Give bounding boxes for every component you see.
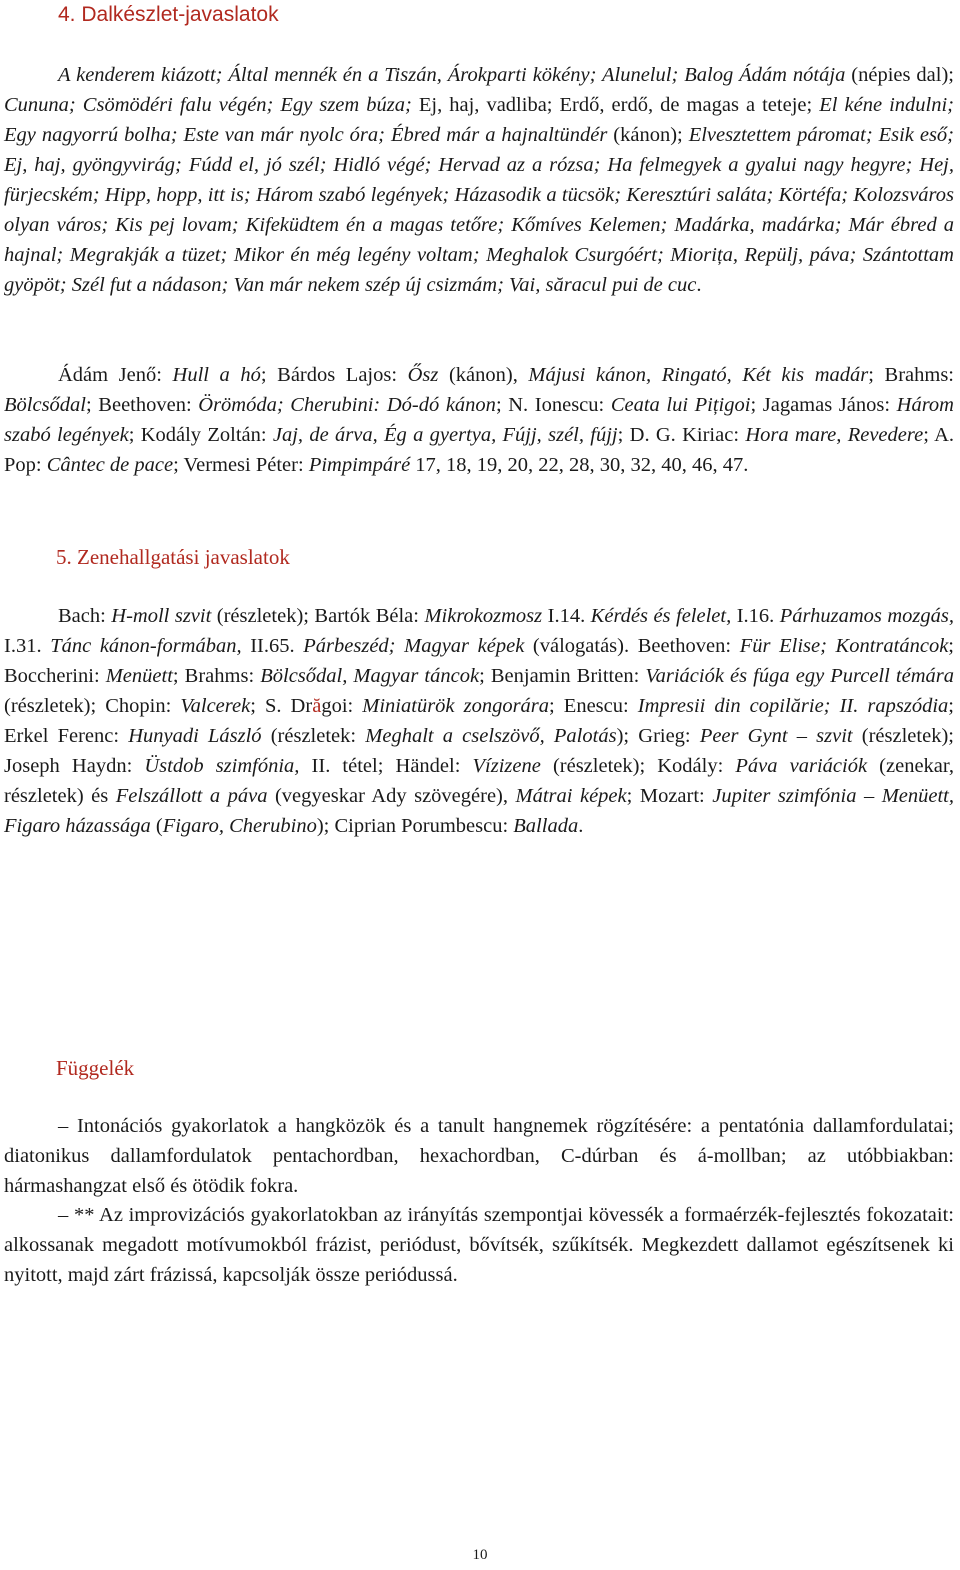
italic-title-run: Impresii din copilărie; II. rapszódia [637, 695, 949, 717]
text-run: ; N. Ionescu: [495, 394, 611, 416]
italic-title-run: Párbeszéd; Magyar képek [303, 635, 525, 657]
italic-title-run: Variációk és fúga egy Purcell témára [645, 665, 954, 687]
text-run: ; Boccherini: [4, 635, 954, 687]
italic-title-run: Mátrai képek [515, 785, 627, 807]
text-run: I.14. [542, 605, 591, 627]
text-run: ); Ciprian Porumbescu: [316, 815, 514, 837]
section-4-heading: 4. Dalkészlet-javaslatok [58, 3, 279, 26]
text-run: (részletek); Joseph Haydn: [4, 725, 954, 777]
italic-title-run: Tánc kánon-formában, [50, 635, 242, 657]
italic-title-run: Jaj, de árva, Ég a gyertya, Fújj, szél, fújj [272, 424, 618, 446]
text-run: . [578, 815, 584, 837]
italic-title-run: Peer Gynt – szvit [699, 725, 853, 747]
appendix-intonation-paragraph: – Intonációs gyakorlatok a hangközök és a tanult hangnemek rögzítésére: a pentatónia dallamfordulatai; diatonikus dallamfordulatok pentachordban, hexachordban, C-dúrban és á-mollban; az utóbbiakban: hármashangzat első és ötödik fokra. [4, 1115, 954, 1197]
italic-title-run: Menüett [105, 665, 173, 687]
text-run: ; Benjamin Britten: [479, 665, 646, 687]
italic-title-run: Hull a hó [172, 364, 261, 386]
italic-title-run: Májusi kánon, Ringató, Két kis madár [528, 364, 869, 386]
text-run: ; Vermesi Péter: [173, 454, 309, 476]
text-run: ; Beethoven: [86, 394, 199, 416]
text-run: (kánon), [438, 364, 529, 386]
text-run: ; Jagamas János: [750, 394, 897, 416]
text-run: goi: [321, 695, 363, 717]
section-5-heading: 5. Zenehallgatási javaslatok [56, 545, 290, 569]
italic-title-run: Hunyadi László [128, 725, 262, 747]
song-list-paragraph [4, 60, 954, 300]
italic-title-run: Örömóda; Cherubini: Dó-dó kánon [198, 394, 496, 416]
text-run: ; Brahms: [172, 665, 261, 687]
text-run: ; S. Dr [250, 695, 313, 717]
text-run: (válogatás). Beethoven: [524, 635, 740, 657]
italic-title-run: Jupiter szimfónia – Menüett, Figaro házassága [4, 785, 955, 837]
italic-title-run: Kérdés és felelet, [590, 605, 732, 627]
text-run: ); Grieg: [616, 725, 700, 747]
text-run: ( [150, 815, 163, 837]
italic-title-run: Ősz [407, 364, 439, 386]
italic-title-run: Bölcsődal [4, 394, 86, 416]
appendix-heading: Függelék [56, 1056, 135, 1080]
italic-title-run: Három szabó legények [4, 394, 954, 446]
italic-title-run: El kéne indulni; Egy nagyorrú bolha; Este van már nyolc óra; Ébred már a hajnaltündér [4, 94, 955, 146]
italic-title-run: Cununa; Csömödéri falu végén; Egy szem búza; [4, 94, 412, 116]
text-run: Ej, haj, vadliba; Erdő, erdő, de magas a teteje; [411, 94, 820, 116]
italic-title-run: Miniatürök zongorára [362, 695, 550, 717]
italic-title-run: Cântec de pace [46, 454, 174, 476]
composer-song-paragraph [4, 360, 954, 480]
appendix-improvisation-paragraph: – ** Az improvizációs gyakorlatokban az irányítás szempontjai kövessék a formaérzék-fejlesztés fokozatait: alkossanak megadott motívumokból frázist, periódust, bővítsék, szűkítsék. Megkezdett dallamot egészítsenek ki nyitott, majd zárt frázissá, kapcsolják össze periódussá. [4, 1204, 954, 1286]
text-run: I.31. [4, 635, 51, 657]
italic-title-run: Párhuzamos mozgás, [779, 605, 954, 627]
text-run: . [696, 274, 702, 296]
text-run: ; D. G. Kiriac: [617, 424, 746, 446]
text-run: ; Erkel Ferenc: [4, 695, 954, 747]
italic-title-run: Ceata lui Pițigoi [610, 394, 751, 416]
page-number: 10 [472, 1547, 488, 1563]
text-run: (részletek); Bartók Béla: [211, 605, 425, 627]
text-run: II. tétel; Händel: [299, 755, 473, 777]
italic-title-run: A kenderem kiázott; Által mennék én a Tiszán, Árokparti kökény; Alunelul; Balog Ádám nótája [58, 64, 846, 86]
italic-title-run: Pimpimpáré [308, 454, 411, 476]
text-run: ; Mozart: [626, 785, 713, 807]
italic-title-run: Ballada [513, 815, 579, 837]
italic-title-run: Üstdob szimfónia, [144, 755, 300, 777]
italic-title-run: Elvesztettem páromat; Esik eső; Ej, haj, gyöngyvirág; Fúdd el, jó szél; Hidló végé; Hervad az a rózsa; Ha felmegyek a gyalui nagy hegyre; Hej, fürjecském; Hipp, hopp, itt is; Három szabó legények; Házasodik a tücsök; Keresztúri saláta; Körtéfa; Kolozsváros olyan város; Kis pej lovam; Kifeküdtem én a magas tetőre; Kőmíves Kelemen; Madárka, madárka; Már ébred a hajnal; Megrakják a tüzet; Mikor én még legény voltam; Meghalok Csurgóért; Miorița, Repülj, páva; Szántottam gyöpöt; Szél fut a nádason; Van már nekem szép új csizmám; Vai, săracul pui de cuc [4, 124, 955, 296]
text-run: (népies dal); [845, 64, 954, 86]
italic-title-run: Meghalt a cselszövő, Palotás [365, 725, 617, 747]
text-run: (részletek); Kodály: [540, 755, 736, 777]
text-run: ; Bárdos Lajos: [260, 364, 408, 386]
listening-list-paragraph [4, 601, 954, 841]
italic-title-run: Figaro, Cherubino [162, 815, 317, 837]
text-run: ă [312, 695, 322, 717]
text-run: II.65. [241, 635, 304, 657]
italic-title-run: Hora mare, Revedere [745, 424, 924, 446]
text-run: ; A. Pop: [4, 424, 954, 476]
italic-title-run: Vízizene [472, 755, 541, 777]
italic-title-run: Mikrokozmosz [424, 605, 543, 627]
italic-title-run: Valcerek [180, 695, 251, 717]
italic-title-run: Páva variációk [735, 755, 868, 777]
text-run: (zenekar, részletek) és [4, 755, 955, 807]
text-run: ; Brahms: [868, 364, 955, 386]
italic-title-run: H-moll szvit [111, 605, 212, 627]
text-run: (kánon); [607, 124, 689, 146]
text-run: ; Enescu: [549, 695, 638, 717]
text-run: Bach: [58, 605, 112, 627]
text-run: ; Kodály Zoltán: [128, 424, 273, 446]
text-run: Ádám Jenő: [58, 364, 173, 386]
text-run: (vegyeskar Ady szövegére), [267, 785, 516, 807]
text-run: (részletek); Chopin: [4, 695, 181, 717]
italic-title-run: Für Elise; Kontratáncok [739, 635, 949, 657]
text-run: (részletek: [261, 725, 366, 747]
italic-title-run: Bölcsődal, Magyar táncok [260, 665, 480, 687]
italic-title-run: Felszállott a páva [115, 785, 268, 807]
text-run: 17, 18, 19, 20, 22, 28, 30, 32, 40, 46, 47. [410, 454, 749, 476]
text-run: I.16. [731, 605, 780, 627]
